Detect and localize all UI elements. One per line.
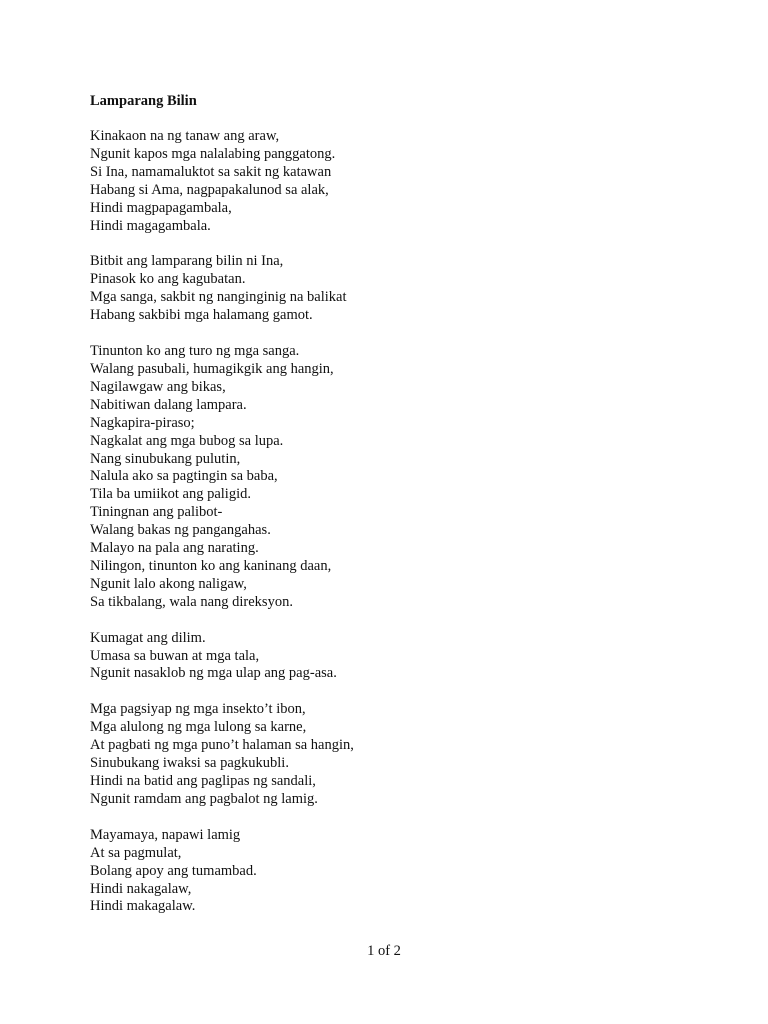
stanza-4 <box>90 630 690 684</box>
poem-line: Walang bakas ng pangangahas. <box>90 522 271 539</box>
stanza-5 <box>90 701 690 808</box>
poem-line: Umasa sa buwan at mga tala, <box>90 647 260 664</box>
poem-line: At sa pagmulat, <box>90 844 182 861</box>
poem-line: Hindi magagambala. <box>90 217 211 234</box>
poem-line: Mayamaya, napawi lamig <box>90 826 241 843</box>
poem-line: Nagkapira-piraso; <box>90 414 195 431</box>
poem-line: Sa tikbalang, wala nang direksyon. <box>90 593 293 610</box>
poem-line: Tinunton ko ang turo ng mga sanga. <box>90 343 300 360</box>
poem-line: Sinubukang iwaksi sa pagkukubli. <box>90 755 289 772</box>
poem-line: Nagilawgaw ang bikas, <box>90 378 226 395</box>
poem-line: Bolang apoy ang tumambad. <box>90 862 257 879</box>
poem-line: Hindi makagalaw. <box>90 898 196 915</box>
poem-line: Ngunit kapos mga nalalabing panggatong. <box>90 145 336 162</box>
poem-line: Ngunit nasaklob ng mga ulap ang pag-asa. <box>90 665 337 682</box>
poem-line: Ngunit ramdam ang pagbalot ng lamig. <box>90 790 318 807</box>
poem-line: Si Ina, namamaluktot sa sakit ng katawan <box>90 163 332 180</box>
poem-line: At pagbati ng mga puno’t halaman sa hangin, <box>90 737 354 754</box>
poem-line: Ngunit lalo akong naligaw, <box>90 575 247 592</box>
poem-line: Hindi nakagalaw, <box>90 880 192 897</box>
poem-line: Nalula ako sa pagtingin sa baba, <box>90 468 278 485</box>
poem-line: Mga sanga, sakbit ng nanginginig na balikat <box>90 289 347 306</box>
poem-line: Hindi magpapagambala, <box>90 199 232 216</box>
poem-line: Walang pasubali, humagikgik ang hangin, <box>90 360 334 377</box>
poem-line: Malayo na pala ang narating. <box>90 540 259 557</box>
poem-title: Lamparang Bilin <box>90 93 197 109</box>
poem-line: Kumagat ang dilim. <box>90 629 206 646</box>
poem-line: Habang si Ama, nagpapakalunod sa alak, <box>90 181 329 198</box>
poem-line: Tila ba umiikot ang paligid. <box>90 486 251 503</box>
stanza-6 <box>90 827 690 917</box>
poem-line: Hindi na batid ang paglipas ng sandali, <box>90 773 316 789</box>
poem-line: Tiningnan ang palibot- <box>90 504 223 521</box>
poem-line: Nabitiwan dalang lampara. <box>90 396 247 413</box>
poem-line: Mga pagsiyap ng mga insekto’t ibon, <box>90 701 306 718</box>
poem-line: Nilingon, tinunton ko ang kaninang daan, <box>90 557 332 574</box>
poem-line: Habang sakbibi mga halamang gamot. <box>90 307 313 324</box>
stanza-2 <box>90 253 690 325</box>
stanza-1 <box>90 128 690 235</box>
poem-body <box>90 92 690 934</box>
poem-line: Mga alulong ng mga lulong sa karne, <box>90 719 307 736</box>
poem-line: Bitbit ang lamparang bilin ni Ina, <box>90 253 284 270</box>
poem-line: Pinasok ko ang kagubatan. <box>90 271 246 288</box>
poem-line: Kinakaon na ng tanaw ang araw, <box>90 128 280 144</box>
page-number: 1 of 2 <box>367 943 401 959</box>
stanza-3 <box>90 343 690 612</box>
poem-line: Nagkalat ang mga bubog sa lupa. <box>90 432 284 449</box>
poem-line: Nang sinubukang pulutin, <box>90 450 241 467</box>
